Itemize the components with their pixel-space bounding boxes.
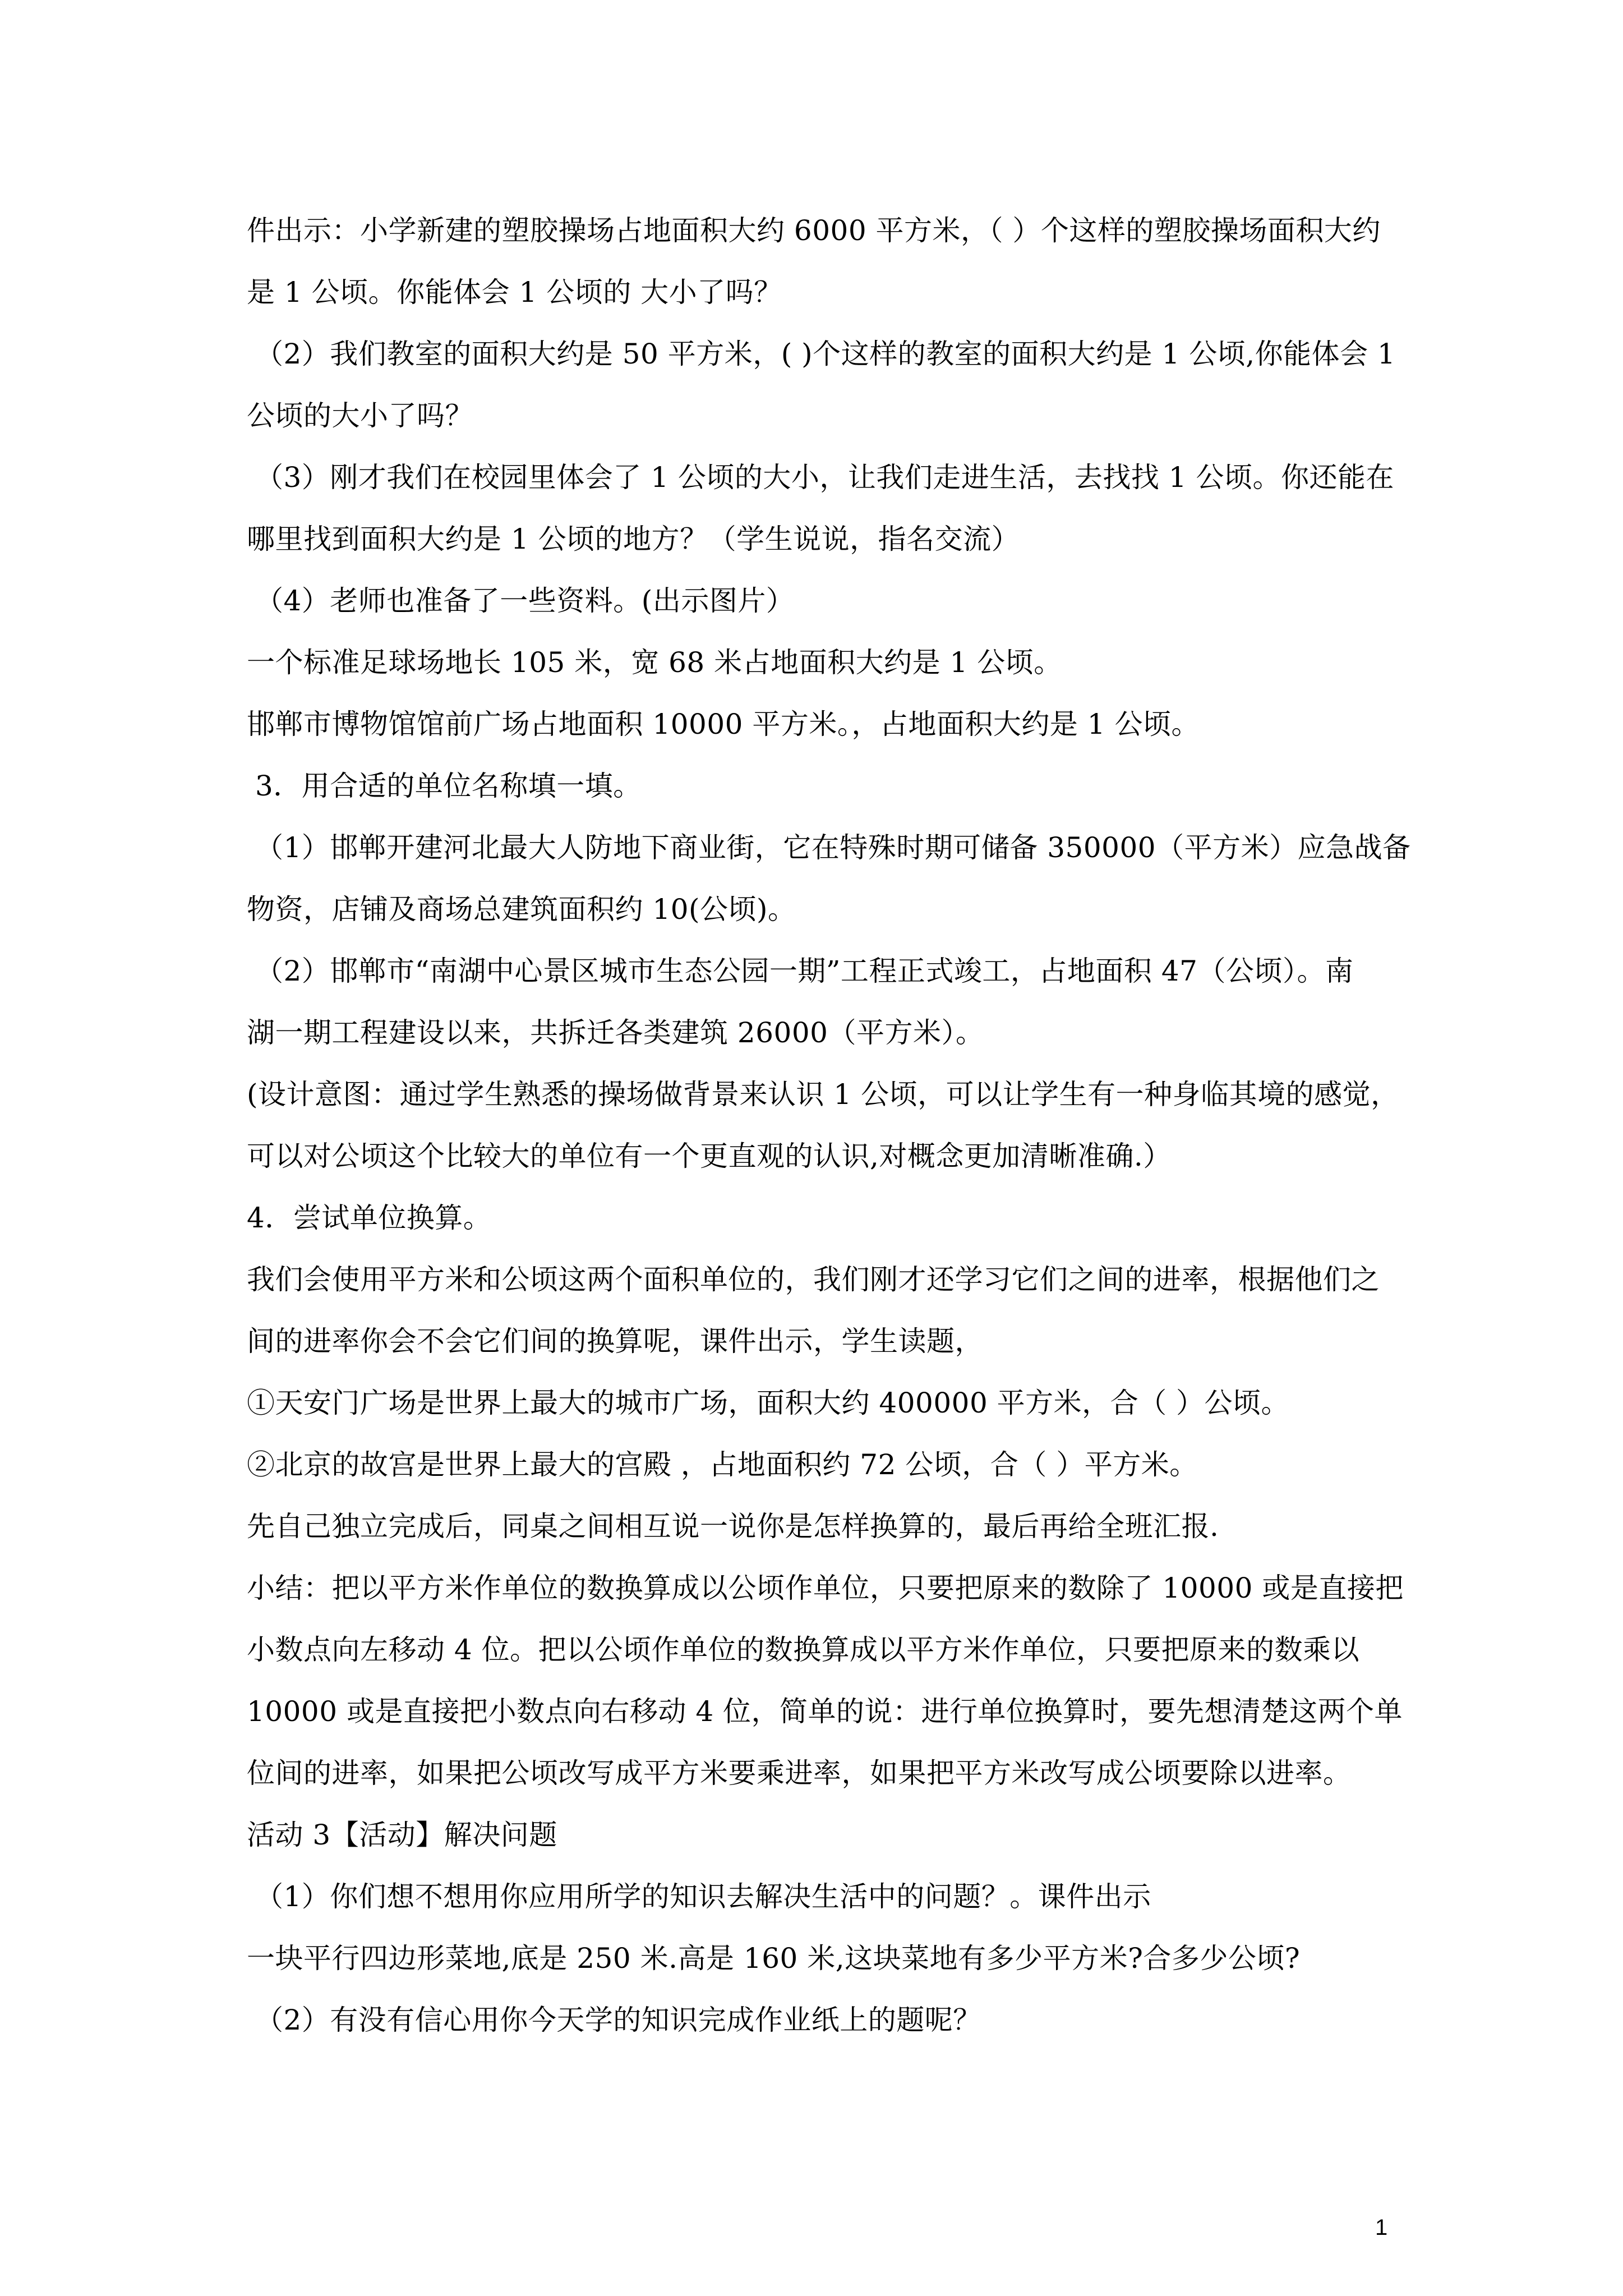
text-line: （4）老师也准备了一些资料。(出示图片） <box>255 585 795 617</box>
section-heading: 活动 3【活动】解决问题 <box>247 1819 557 1851</box>
text-line: 小结：把以平方米作单位的数换算成以公顷作单位，只要把原来的数除了 10000 或是直接把 <box>247 1572 1404 1604</box>
section-heading: 4．尝试单位换算。 <box>247 1202 492 1234</box>
text-line: （2）我们教室的面积大约是 50 平方米，( )个这样的教室的面积大约是 1 公顷,你能体会 1 <box>255 338 1396 370</box>
text-line: （3）刚才我们在校园里体会了 1 公顷的大小，让我们走进生活，去找找 1 公顷。你还能在 <box>255 461 1395 494</box>
text-line: （1）邯郸开建河北最大人防地下商业街，它在特殊时期可储备 350000（平方米）应急战备 <box>255 831 1411 864</box>
text-line: 是 1 公顷。你能体会 1 公顷的 大小了吗？ <box>247 276 782 309</box>
text-line: 先自己独立完成后，同桌之间相互说一说你是怎样换算的，最后再给全班汇报. <box>247 1510 1219 1543</box>
text-line: 件出示：小学新建的塑胶操场占地面积大约 6000 平方米，（ ）个这样的塑胶操场面积大约 <box>247 214 1381 247</box>
text-line: 一个标准足球场地长 105 米，宽 68 米占地面积大约是 1 公顷。 <box>247 646 1062 679</box>
text-line: 哪里找到面积大约是 1 公顷的地方？（学生说说，指名交流） <box>247 523 1020 555</box>
text-line: (设计意图：通过学生熟悉的操场做背景来认识 1 公顷，可以让学生有一种身临其境的感觉， <box>247 1078 1399 1111</box>
text-line: 我们会使用平方米和公顷这两个面积单位的，我们刚才还学习它们之间的进率，根据他们之 <box>247 1263 1380 1296</box>
text-line: 物资，店铺及商场总建筑面积约 10(公顷)。 <box>247 893 796 926</box>
page-number: 1 <box>1375 2215 1388 2240</box>
text-line: 一块平行四边形菜地,底是 250 米.高是 160 米,这块菜地有多少平方米?合多少公顷? <box>247 1942 1301 1975</box>
text-line: 位间的进率，如果把公顷改写成平方米要乘进率，如果把平方米改写成公顷要除以进率。 <box>247 1757 1352 1789</box>
text-line: 间的进率你会不会它们间的换算呢，课件出示，学生读题， <box>247 1325 983 1358</box>
text-line: 小数点向左移动 4 位。把以公顷作单位的数换算成以平方米作单位，只要把原来的数乘以 <box>247 1634 1360 1666</box>
text-line: 邯郸市博物馆馆前广场占地面积 10000 平方米。，占地面积大约是 1 公顷。 <box>247 708 1200 740</box>
text-line: （2）邯郸市“南湖中心景区城市生态公园一期”工程正式竣工，占地面积 47（公顷）。南 <box>255 955 1354 987</box>
text-line: （2）有没有信心用你今天学的知识完成作业纸上的题呢？ <box>255 2004 981 2036</box>
section-heading: 3．用合适的单位名称填一填。 <box>255 770 642 802</box>
text-line: 公顷的大小了吗？ <box>247 399 473 432</box>
text-line: 湖一期工程建设以来，共拆迁各类建筑 26000（平方米）。 <box>247 1016 984 1049</box>
text-line: 可以对公顷这个比较大的单位有一个更直观的认识,对概念更加清晰准确.） <box>247 1140 1172 1172</box>
text-line: ①天安门广场是世界上最大的城市广场，面积大约 400000 平方米，合（ ）公顷。 <box>247 1387 1290 1419</box>
text-line: 10000 或是直接把小数点向右移动 4 位，简单的说：进行单位换算时，要先想清楚这两个单 <box>247 1695 1403 1728</box>
text-line: ②北京的故宫是世界上最大的宫殿 ，占地面积约 72 公顷，合（ ）平方米。 <box>247 1448 1198 1481</box>
text-line: （1）你们想不想用你应用所学的知识去解决生活中的问题？。课件出示 <box>255 1880 1151 1913</box>
